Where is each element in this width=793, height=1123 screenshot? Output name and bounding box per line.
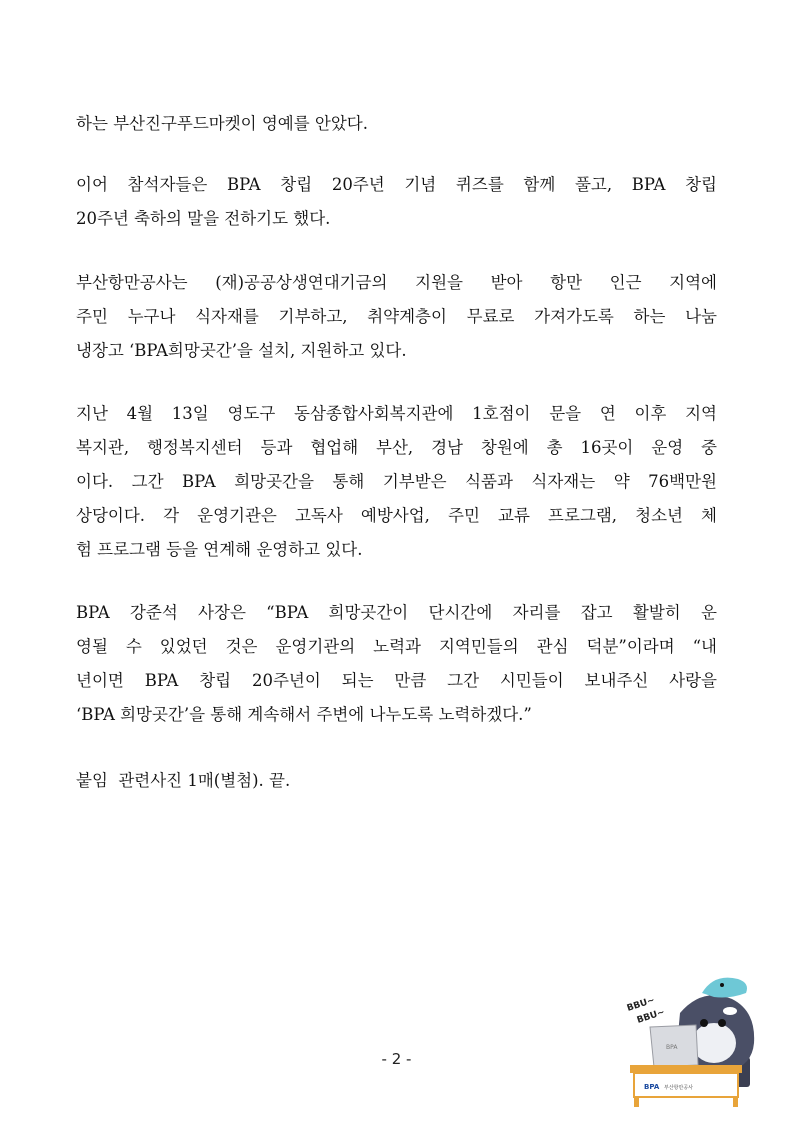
mascot-eye-patch (723, 1007, 737, 1015)
desk-logo: BPA (644, 1083, 660, 1091)
paragraph-4-line-1: 지난 4월 13일 영도구 동삼종합사회복지관에 1호점이 문을 연 이후 지역 (76, 404, 717, 423)
desk-leg-left (634, 1097, 639, 1107)
speech-line-1: BBU~ (625, 995, 657, 1014)
paragraph-5-line-1: BPA 강준석 사장은 “BPA 희망곳간이 단시간에 자리를 잡고 활발히 운 (76, 603, 717, 622)
paragraph-5-line-3: 년이면 BPA 창립 20주년이 되는 만큼 그간 시민들이 보내주신 사랑을 (76, 671, 717, 690)
paragraph-3-line-1: 부산항만공사는 (재)공공상생연대기금의 지원을 받아 항만 인근 지역에 (76, 273, 717, 292)
paragraph-2-line-1: 이어 참석자들은 BPA 창립 20주년 기념 퀴즈를 함께 풀고, BPA 창립 (76, 175, 717, 194)
desk-leg-right (733, 1097, 738, 1107)
paragraph-2-line-2: 20주년 축하의 말을 전하기도 했다. (76, 209, 331, 228)
small-dolphin-eye (720, 983, 724, 987)
paragraph-1-line-1: 하는 부산진구푸드마켓이 영예를 안았다. (76, 114, 368, 133)
paragraph-4-line-2: 복지관, 행정복지센터 등과 협업해 부산, 경남 창원에 총 16곳이 운영 중 (76, 438, 717, 457)
mascot-eye-left (700, 1019, 708, 1027)
speech-line-2: BBU~ (635, 1007, 667, 1026)
laptop-label: BPA (666, 1044, 678, 1051)
desk-sub-label: 부산항만공사 (664, 1085, 693, 1091)
small-dolphin (702, 978, 747, 998)
paragraph-5-line-2: 영될 수 있었던 것은 운영기관의 노력과 지역민들의 관심 덕분”이라며 “내 (76, 637, 717, 656)
bpa-mascot-illustration (610, 965, 780, 1110)
attachment-note: 붙임 관련사진 1매(별첨). 끝. (76, 771, 291, 790)
paragraph-4-line-3: 이다. 그간 BPA 희망곳간을 통해 기부받은 식품과 식자재는 약 76백만원 (76, 472, 717, 491)
mascot-eye-right (718, 1019, 726, 1027)
paragraph-3-line-2: 주민 누구나 식자재를 기부하고, 취약계층이 무료로 가져가도록 하는 나눔 (76, 307, 717, 326)
page-number: - 2 - (381, 1050, 412, 1068)
paragraph-3-line-3: 냉장고 ‘BPA희망곳간’을 설치, 지원하고 있다. (76, 341, 407, 360)
paragraph-5-line-4: ‘BPA 희망곳간’을 통해 계속해서 주변에 나누도록 노력하겠다.” (76, 705, 532, 724)
paragraph-4-line-5: 험 프로그램 등을 연계해 운영하고 있다. (76, 540, 363, 559)
paragraph-4-line-4: 상당이다. 각 운영기관은 고독사 예방사업, 주민 교류 프로그램, 청소년 체 (76, 506, 717, 525)
